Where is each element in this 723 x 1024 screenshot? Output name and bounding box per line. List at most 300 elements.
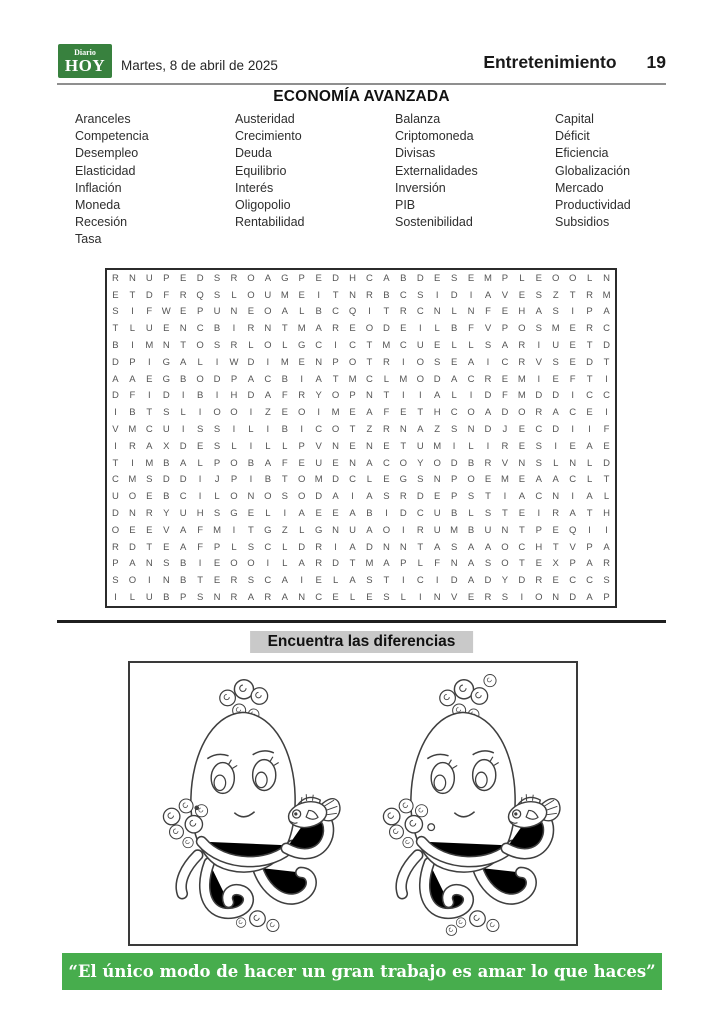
grid-letter: D <box>332 272 340 284</box>
grid-letter: Y <box>163 508 170 520</box>
grid-letter: M <box>348 373 357 385</box>
grid-letter: P <box>586 541 593 553</box>
word-list-item: Desempleo <box>75 146 139 161</box>
grid-letter: T <box>349 558 356 570</box>
grid-letter: S <box>247 541 255 553</box>
grid-letter: G <box>399 474 408 486</box>
grid-letter: T <box>281 474 288 486</box>
grid-letter: V <box>315 440 322 452</box>
grid-letter: D <box>603 457 610 469</box>
grid-letter: S <box>163 407 170 419</box>
grid-letter: U <box>162 424 170 436</box>
grid-letter: E <box>400 407 407 419</box>
grid-letter: L <box>299 306 305 318</box>
grid-letter: L <box>434 323 440 335</box>
grid-letter: A <box>349 575 356 587</box>
grid-letter: M <box>382 340 391 352</box>
grid-letter: T <box>332 289 339 301</box>
grid-letter: B <box>264 474 272 486</box>
grid-letter: L <box>468 508 474 520</box>
grid-letter: S <box>112 306 119 318</box>
grid-letter: F <box>197 524 204 536</box>
grid-letter: T <box>383 306 390 318</box>
grid-letter: F <box>468 323 474 335</box>
grid-letter: P <box>535 524 542 536</box>
grid-letter: D <box>366 541 373 553</box>
grid-letter: I <box>334 340 337 352</box>
grid-letter: A <box>484 289 492 301</box>
grid-letter: S <box>112 575 119 587</box>
grid-letter: I <box>486 356 490 368</box>
grid-letter: O <box>399 457 408 469</box>
grid-letter: C <box>366 272 373 284</box>
grid-letter: C <box>416 575 424 587</box>
grid-letter: E <box>552 524 559 536</box>
grid-letter: X <box>163 440 170 452</box>
grid-letter: B <box>400 272 407 284</box>
word-list-item: Inversión <box>395 180 446 195</box>
grid-letter: C <box>569 575 577 587</box>
grid-letter: T <box>603 474 610 486</box>
grid-letter: S <box>467 491 475 503</box>
grid-letter: I <box>351 491 354 503</box>
grid-letter: N <box>433 592 441 604</box>
grid-letter: S <box>383 592 390 604</box>
grid-letter: I <box>266 424 270 436</box>
grid-letter: A <box>129 373 136 385</box>
grid-letter: R <box>586 289 594 301</box>
grid-letter: S <box>450 424 458 436</box>
grid-letter: U <box>349 524 356 536</box>
grid-letter: R <box>298 390 306 402</box>
grid-letter: I <box>198 558 202 570</box>
grid-letter: A <box>332 491 339 503</box>
grid-letter: I <box>554 440 558 452</box>
grid-letter: P <box>230 373 238 385</box>
grid-letter: L <box>265 508 271 520</box>
grid-letter: A <box>586 491 593 503</box>
grid-letter: I <box>249 407 253 419</box>
grid-letter: I <box>266 558 270 570</box>
grid-letter: I <box>114 440 117 452</box>
grid-letter: R <box>535 407 543 419</box>
grid-letter: H <box>433 407 441 419</box>
grid-letter: S <box>535 440 542 452</box>
grid-letter: B <box>467 457 475 469</box>
grid-letter: Z <box>366 424 373 436</box>
grid-letter: D <box>586 356 594 368</box>
grid-letter: S <box>213 440 221 452</box>
grid-letter: G <box>162 373 170 385</box>
grid-letter: E <box>450 356 458 368</box>
grid-letter: N <box>179 323 187 335</box>
grid-letter: E <box>180 272 187 284</box>
grid-letter: P <box>569 558 576 570</box>
grid-letter: L <box>248 340 254 352</box>
grid-letter: M <box>213 524 222 536</box>
grid-letter: A <box>484 407 492 419</box>
grid-letter: I <box>402 575 405 587</box>
grid-letter: B <box>450 323 458 335</box>
grid-letter: P <box>501 272 509 284</box>
grid-letter: D <box>450 575 458 587</box>
grid-letter: A <box>298 508 305 520</box>
grid-letter: E <box>501 306 509 318</box>
grid-letter: P <box>400 558 407 570</box>
grid-letter: A <box>552 407 559 419</box>
grid-letter: T <box>400 440 407 452</box>
grid-letter: C <box>569 407 577 419</box>
grid-letter: D <box>247 390 255 402</box>
grid-letter: B <box>281 424 288 436</box>
grid-letter: A <box>180 541 187 553</box>
grid-letter: Z <box>264 407 271 419</box>
grid-letter: V <box>501 457 509 469</box>
grid-letter: A <box>569 508 576 520</box>
grid-letter: O <box>552 272 560 284</box>
grid-letter: Z <box>281 524 288 536</box>
grid-letter: T <box>366 340 373 352</box>
grid-letter: G <box>314 524 323 536</box>
grid-letter: N <box>450 558 458 570</box>
grid-letter: U <box>315 457 323 469</box>
grid-letter: C <box>518 541 526 553</box>
grid-letter: I <box>402 390 405 402</box>
grid-letter: M <box>517 373 526 385</box>
grid-letter: O <box>467 474 475 486</box>
grid-letter: N <box>230 306 238 318</box>
grid-letter: I <box>334 541 337 553</box>
grid-letter: E <box>569 356 576 368</box>
grid-letter: P <box>230 474 238 486</box>
wordsearch-word-list <box>75 111 715 249</box>
grid-letter: B <box>247 457 255 469</box>
grid-letter: M <box>433 440 442 452</box>
grid-letter: O <box>518 407 526 419</box>
grid-letter: O <box>213 407 221 419</box>
grid-letter: O <box>264 340 272 352</box>
grid-letter: S <box>552 306 559 318</box>
grid-letter: N <box>366 390 373 402</box>
grid-letter: S <box>484 558 492 570</box>
grid-letter: R <box>518 356 526 368</box>
grid-letter: E <box>146 373 153 385</box>
grid-letter: R <box>315 541 323 553</box>
grid-letter: D <box>399 508 407 520</box>
grid-letter: D <box>382 323 390 335</box>
grid-letter: D <box>416 491 424 503</box>
grid-letter: C <box>315 340 323 352</box>
grid-letter: F <box>281 457 288 469</box>
grid-letter: T <box>586 373 593 385</box>
grid-letter: U <box>416 440 424 452</box>
grid-letter: C <box>196 323 204 335</box>
grid-letter: W <box>161 306 171 318</box>
grid-letter: E <box>349 323 356 335</box>
grid-letter: S <box>213 340 221 352</box>
grid-letter: O <box>433 457 441 469</box>
grid-letter: C <box>416 306 424 318</box>
spot-difference-image-right <box>360 670 566 938</box>
grid-letter: P <box>349 390 356 402</box>
grid-letter: R <box>230 575 238 587</box>
grid-letter: C <box>349 340 356 352</box>
grid-letter: S <box>535 323 542 335</box>
grid-letter: D <box>162 474 170 486</box>
grid-letter: N <box>569 457 577 469</box>
grid-letter: F <box>485 306 491 318</box>
word-list-item: Sostenibilidad <box>395 215 473 230</box>
grid-letter: D <box>298 541 306 553</box>
grid-letter: R <box>501 440 509 452</box>
grid-letter: O <box>331 390 340 402</box>
grid-letter: D <box>450 457 458 469</box>
grid-letter: L <box>586 457 593 469</box>
grid-letter: L <box>231 541 237 553</box>
grid-letter: I <box>368 306 371 318</box>
word-list-column <box>395 111 555 249</box>
grid-letter: A <box>366 491 373 503</box>
word-list-column <box>235 111 395 249</box>
grid-letter: L <box>468 440 474 452</box>
grid-letter: I <box>232 323 236 335</box>
grid-letter: A <box>535 474 542 486</box>
grid-letter: O <box>416 356 424 368</box>
word-list-item: Moneda <box>75 198 121 213</box>
grid-letter: E <box>518 474 526 486</box>
grid-letter: V <box>112 424 119 436</box>
grid-letter: E <box>501 373 509 385</box>
grid-letter: L <box>332 575 339 587</box>
grid-letter: U <box>179 508 187 520</box>
grid-letter: B <box>112 340 119 352</box>
grid-letter: N <box>433 474 441 486</box>
grid-letter: O <box>331 424 340 436</box>
grid-letter: N <box>501 524 509 536</box>
grid-letter: B <box>180 575 187 587</box>
grid-letter: R <box>332 323 340 335</box>
grid-letter: B <box>383 289 390 301</box>
header-divider <box>57 83 666 85</box>
grid-letter: E <box>213 575 221 587</box>
grid-letter: I <box>300 575 304 587</box>
logo-hoy-text: HOY <box>64 56 106 75</box>
grid-letter: T <box>146 407 153 419</box>
grid-letter: T <box>586 340 593 352</box>
grid-letter: U <box>484 524 492 536</box>
grid-letter: O <box>501 558 509 570</box>
grid-letter: L <box>400 592 406 604</box>
grid-letter: O <box>264 491 272 503</box>
grid-letter: T <box>518 558 525 570</box>
grid-letter: T <box>112 323 119 335</box>
grid-letter: E <box>315 508 322 520</box>
grid-letter: L <box>129 592 136 604</box>
grid-letter: T <box>383 575 390 587</box>
grid-letter: C <box>603 390 610 402</box>
grid-letter: C <box>179 491 187 503</box>
grid-letter: M <box>450 524 459 536</box>
grid-letter: C <box>535 424 543 436</box>
grid-letter: A <box>281 592 288 604</box>
grid-letter: D <box>484 424 492 436</box>
grid-letter: I <box>435 289 439 301</box>
grid-letter: E <box>467 592 475 604</box>
grid-letter: R <box>230 272 238 284</box>
grid-letter: E <box>484 474 492 486</box>
grid-letter: I <box>131 340 134 352</box>
grid-letter: O <box>535 592 543 604</box>
grid-letter: B <box>163 491 170 503</box>
grid-letter: I <box>588 524 591 536</box>
grid-letter: A <box>349 508 356 520</box>
grid-letter: E <box>129 524 136 536</box>
grid-letter: I <box>537 340 541 352</box>
grid-letter: L <box>180 407 186 419</box>
grid-letter: E <box>332 508 339 520</box>
grid-letter: D <box>247 356 255 368</box>
grid-letter: B <box>129 407 136 419</box>
grid-letter: N <box>399 541 407 553</box>
word-list-item: Divisas <box>395 146 436 161</box>
grid-letter: S <box>603 575 610 587</box>
grid-letter: O <box>264 306 272 318</box>
word-list-item: Globalización <box>555 163 631 178</box>
section-title: Entretenimiento <box>483 52 617 72</box>
grid-letter: U <box>145 592 153 604</box>
grid-letter: I <box>232 524 236 536</box>
grid-letter: N <box>399 424 407 436</box>
grid-letter: R <box>179 289 187 301</box>
grid-letter: D <box>179 440 187 452</box>
grid-letter: T <box>569 289 576 301</box>
grid-letter: A <box>264 457 272 469</box>
grid-letter: I <box>215 356 219 368</box>
grid-letter: D <box>213 373 221 385</box>
grid-letter: A <box>467 575 475 587</box>
grid-letter: D <box>535 390 543 402</box>
grid-letter: R <box>484 457 492 469</box>
grid-letter: C <box>332 306 340 318</box>
grid-letter: P <box>586 306 593 318</box>
grid-letter: W <box>229 356 239 368</box>
grid-letter: L <box>383 373 390 385</box>
grid-letter: R <box>399 306 407 318</box>
grid-letter: C <box>586 575 594 587</box>
grid-letter: I <box>232 424 236 436</box>
grid-letter: E <box>434 272 441 284</box>
grid-letter: E <box>247 508 255 520</box>
grid-letter: B <box>450 508 458 520</box>
grid-letter: O <box>128 575 137 587</box>
grid-letter: M <box>500 474 509 486</box>
grid-letter: H <box>535 541 543 553</box>
quote-bar <box>62 953 662 990</box>
grid-letter: L <box>129 323 136 335</box>
wordsearch-title: ECONOMÍA AVANZADA <box>273 88 450 105</box>
grid-letter: D <box>552 390 560 402</box>
grid-letter: E <box>298 356 305 368</box>
grid-letter: P <box>298 272 305 284</box>
grid-letter: O <box>501 541 509 553</box>
grid-letter: I <box>266 356 270 368</box>
grid-letter: L <box>231 440 237 452</box>
grid-letter: A <box>247 373 255 385</box>
grid-letter: E <box>163 323 170 335</box>
grid-letter: I <box>385 508 388 520</box>
grid-letter: R <box>112 272 119 284</box>
grid-letter: I <box>148 356 151 368</box>
word-list-item: Productividad <box>555 198 631 213</box>
grid-letter: E <box>146 524 153 536</box>
grid-letter: G <box>281 272 289 284</box>
grid-letter: P <box>450 491 458 503</box>
grid-letter: T <box>332 373 339 385</box>
grid-letter: R <box>518 340 526 352</box>
grid-letter: F <box>569 373 576 385</box>
grid-letter: O <box>230 457 238 469</box>
grid-letter: D <box>145 289 153 301</box>
grid-letter: X <box>552 558 559 570</box>
grid-letter: E <box>349 440 356 452</box>
grid-letter: R <box>382 424 390 436</box>
word-list-item: Externalidades <box>395 163 478 178</box>
grid-letter: A <box>417 424 424 436</box>
grid-letter: O <box>518 323 526 335</box>
grid-letter: S <box>552 356 559 368</box>
word-list-item: Recesión <box>75 215 128 230</box>
grid-letter: O <box>247 289 255 301</box>
grid-letter: D <box>112 356 119 368</box>
grid-letter: T <box>146 541 153 553</box>
grid-letter: S <box>535 289 542 301</box>
grid-letter: I <box>418 323 422 335</box>
word-list-item: Competencia <box>75 129 149 144</box>
grid-letter: S <box>196 592 204 604</box>
grid-letter: P <box>196 306 204 318</box>
grid-letter: E <box>586 407 593 419</box>
grid-letter: L <box>282 541 288 553</box>
grid-letter: D <box>196 272 204 284</box>
word-list-item: Eficiencia <box>555 146 609 161</box>
grid-letter: L <box>366 474 373 486</box>
grid-letter: I <box>181 424 185 436</box>
grid-letter: I <box>435 575 439 587</box>
grid-letter: S <box>213 424 221 436</box>
grid-letter: N <box>382 541 390 553</box>
grid-letter: S <box>213 289 221 301</box>
grid-letter: R <box>399 491 407 503</box>
grid-letter: R <box>128 440 136 452</box>
grid-letter: S <box>501 592 509 604</box>
grid-letter: P <box>180 592 187 604</box>
quote-text: “El único modo de hacer un gran trabajo es amar lo que haces” <box>68 962 656 981</box>
grid-letter: M <box>331 407 340 419</box>
grid-letter: T <box>349 424 356 436</box>
grid-letter: T <box>586 508 593 520</box>
grid-letter: T <box>197 575 204 587</box>
grid-letter: A <box>383 272 390 284</box>
grid-letter: S <box>213 508 221 520</box>
grid-letter: I <box>418 592 422 604</box>
word-list-item: PIB <box>395 198 416 213</box>
grid-letter: P <box>501 323 509 335</box>
grid-letter: A <box>383 558 390 570</box>
grid-letter: U <box>552 340 560 352</box>
grid-letter: C <box>315 592 323 604</box>
grid-letter: C <box>399 340 407 352</box>
grid-letter: I <box>605 524 608 536</box>
